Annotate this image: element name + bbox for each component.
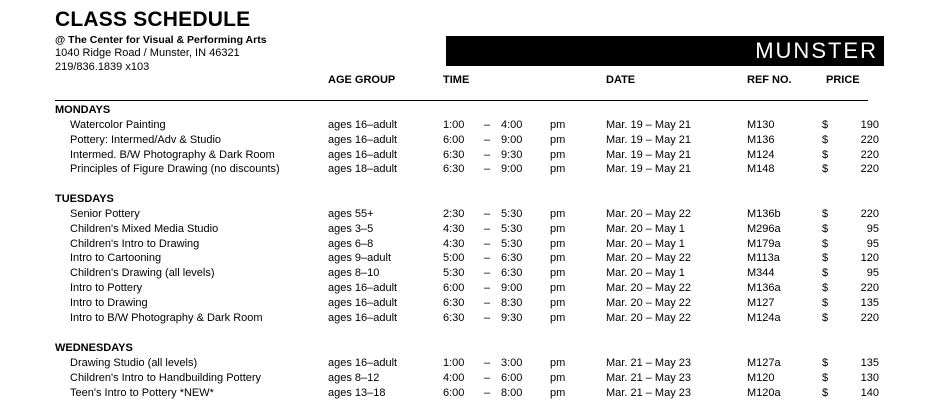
currency-symbol: $: [822, 282, 829, 294]
table-row: [0, 387, 940, 402]
currency-symbol: $: [822, 133, 829, 146]
class-ref-no: M130: [747, 119, 775, 131]
class-age-group: ages 16–adult: [328, 119, 398, 131]
class-end-time: 9:00: [501, 282, 523, 294]
class-name: Intro to Pottery: [70, 282, 143, 294]
currency-symbol: $: [822, 267, 829, 280]
venue-phone: 219/836.1839 x103: [55, 61, 150, 73]
class-name: Senior Pottery: [70, 208, 140, 220]
class-price: 95: [866, 222, 879, 235]
class-name: Children's Intro to Handbuilding Pottery: [70, 371, 262, 384]
class-name: Intermed. B/W Photography & Dark Room: [70, 148, 275, 161]
class-age-group: ages 9–adult: [328, 252, 391, 265]
class-age-group: ages 16–adult: [328, 311, 398, 324]
class-price: 140: [860, 386, 879, 399]
class-name: Principles of Figure Drawing (no discounts): [70, 163, 280, 176]
class-age-group: ages 16–adult: [328, 133, 398, 146]
class-age-group: ages 6–8: [328, 237, 374, 250]
class-age-group: ages 16–adult: [328, 282, 398, 294]
currency-symbol: $: [822, 163, 829, 176]
class-end-time: 3:00: [501, 357, 523, 369]
class-age-group: ages 55+: [328, 208, 374, 220]
currency-symbol: $: [822, 119, 829, 131]
class-price: 220: [860, 208, 879, 220]
currency-symbol: $: [822, 296, 829, 309]
class-date-range: Mar. 21 – May 23: [606, 357, 691, 369]
column-header-time: TIME: [443, 74, 470, 86]
time-separator: –: [484, 386, 491, 399]
class-start-time: 1:00: [443, 357, 465, 369]
currency-symbol: $: [822, 371, 829, 384]
table-row: [0, 208, 940, 223]
class-start-time: 2:30: [443, 208, 465, 220]
table-row: [0, 134, 940, 149]
table-row: [0, 163, 940, 178]
time-separator: –: [484, 267, 491, 280]
page-title: CLASS SCHEDULE: [55, 8, 251, 31]
class-time-period: pm: [550, 296, 566, 309]
class-time-period: pm: [550, 371, 566, 384]
class-age-group: ages 16–adult: [328, 148, 398, 161]
class-time-period: pm: [550, 252, 566, 265]
class-start-time: 1:00: [443, 119, 465, 131]
class-name: Drawing Studio (all levels): [70, 357, 198, 369]
table-row: [0, 267, 940, 282]
day-heading: WEDNESDAYS: [55, 342, 133, 354]
class-time-period: pm: [550, 133, 566, 146]
class-name: Children's Drawing (all levels): [70, 267, 215, 280]
class-time-period: pm: [550, 357, 566, 369]
column-header-age-group: AGE GROUP: [328, 74, 396, 86]
class-price: 220: [860, 163, 879, 176]
class-price: 95: [866, 267, 879, 280]
currency-symbol: $: [822, 357, 829, 369]
class-ref-no: M344: [747, 267, 775, 280]
class-name: Pottery: Intermed/Adv & Studio: [70, 133, 222, 146]
class-ref-no: M124a: [747, 311, 781, 324]
time-separator: –: [484, 133, 491, 146]
class-name: Children's Mixed Media Studio: [70, 222, 219, 235]
class-end-time: 9:00: [501, 133, 523, 146]
class-price: 220: [860, 311, 879, 324]
class-ref-no: M120a: [747, 386, 781, 399]
currency-symbol: $: [822, 237, 829, 250]
class-price: 95: [866, 237, 879, 250]
class-ref-no: M296a: [747, 222, 781, 235]
table-row: [0, 149, 940, 164]
class-date-range: Mar. 20 – May 22: [606, 296, 691, 309]
class-end-time: 9:30: [501, 148, 523, 161]
class-ref-no: M124: [747, 148, 775, 161]
time-separator: –: [484, 282, 491, 294]
table-row: [0, 238, 940, 253]
class-age-group: ages 3–5: [328, 222, 374, 235]
class-date-range: Mar. 19 – May 21: [606, 133, 691, 146]
class-start-time: 6:00: [443, 386, 465, 399]
class-age-group: ages 8–10: [328, 267, 380, 280]
class-date-range: Mar. 19 – May 21: [606, 163, 691, 176]
table-row: [0, 119, 940, 134]
time-separator: –: [484, 163, 491, 176]
currency-symbol: $: [822, 208, 829, 220]
column-header-date: DATE: [606, 74, 636, 86]
currency-symbol: $: [822, 222, 829, 235]
class-end-time: 6:30: [501, 252, 523, 265]
class-time-period: pm: [550, 267, 566, 280]
time-separator: –: [484, 148, 491, 161]
class-name: Children's Intro to Drawing: [70, 237, 200, 250]
table-row: [0, 297, 940, 312]
venue-address: 1040 Ridge Road / Munster, IN 46321: [55, 47, 240, 59]
class-time-period: pm: [550, 237, 566, 250]
class-time-period: pm: [550, 222, 566, 235]
column-header-ref-no: REF NO.: [747, 74, 792, 86]
class-date-range: Mar. 20 – May 1: [606, 267, 685, 280]
class-ref-no: M136: [747, 133, 775, 146]
time-separator: –: [484, 371, 491, 384]
class-ref-no: M127a: [747, 357, 781, 369]
class-time-period: pm: [550, 119, 566, 131]
class-start-time: 5:30: [443, 267, 465, 280]
class-end-time: 9:00: [501, 163, 523, 176]
location-banner-label: MUNSTER: [755, 38, 878, 63]
class-end-time: 6:00: [501, 371, 523, 384]
class-time-period: pm: [550, 148, 566, 161]
class-start-time: 6:30: [443, 163, 465, 176]
class-price: 135: [860, 296, 879, 309]
class-date-range: Mar. 21 – May 23: [606, 371, 691, 384]
currency-symbol: $: [822, 252, 829, 265]
class-start-time: 6:30: [443, 148, 465, 161]
class-date-range: Mar. 19 – May 21: [606, 148, 691, 161]
class-start-time: 5:00: [443, 252, 465, 265]
class-end-time: 6:30: [501, 267, 523, 280]
class-name: Intro to Drawing: [70, 296, 148, 309]
class-date-range: Mar. 21 – May 23: [606, 386, 691, 399]
table-row: [0, 223, 940, 238]
table-row: [0, 252, 940, 267]
class-age-group: ages 16–adult: [328, 357, 398, 369]
class-price: 130: [860, 371, 879, 384]
class-age-group: ages 13–18: [328, 386, 386, 399]
class-name: Teen's Intro to Pottery *NEW*: [70, 386, 214, 399]
class-end-time: 5:30: [501, 222, 523, 235]
class-start-time: 6:30: [443, 296, 465, 309]
class-time-period: pm: [550, 386, 566, 399]
table-row: [0, 357, 940, 372]
time-separator: –: [484, 252, 491, 265]
class-time-period: pm: [550, 163, 566, 176]
time-separator: –: [484, 357, 491, 369]
class-start-time: 6:00: [443, 133, 465, 146]
class-start-time: 4:30: [443, 222, 465, 235]
class-price: 220: [860, 133, 879, 146]
header-divider: [55, 100, 868, 101]
class-date-range: Mar. 20 – May 22: [606, 311, 691, 324]
class-time-period: pm: [550, 208, 566, 220]
class-date-range: Mar. 20 – May 1: [606, 237, 685, 250]
class-price: 220: [860, 282, 879, 294]
venue-name: @ The Center for Visual & Performing Arts: [55, 34, 267, 46]
time-separator: –: [484, 119, 491, 131]
class-ref-no: M113a: [747, 252, 780, 265]
class-ref-no: M120: [747, 371, 775, 384]
class-ref-no: M127: [747, 296, 775, 309]
table-row: [0, 372, 940, 387]
time-separator: –: [484, 237, 491, 250]
class-end-time: 9:30: [501, 311, 523, 324]
class-time-period: pm: [550, 282, 566, 294]
day-heading: MONDAYS: [55, 104, 111, 116]
time-separator: –: [484, 296, 491, 309]
class-ref-no: M179a: [747, 237, 781, 250]
class-name: Intro to Cartooning: [70, 252, 162, 265]
class-price: 135: [860, 357, 879, 369]
column-header-price: PRICE: [826, 74, 860, 86]
class-ref-no: M136a: [747, 282, 781, 294]
class-ref-no: M136b: [747, 208, 781, 220]
class-age-group: ages 16–adult: [328, 296, 398, 309]
class-date-range: Mar. 20 – May 22: [606, 252, 691, 265]
class-price: 220: [860, 148, 879, 161]
class-age-group: ages 8–12: [328, 371, 380, 384]
class-start-time: 4:30: [443, 237, 465, 250]
class-time-period: pm: [550, 311, 566, 324]
class-end-time: 5:30: [501, 208, 523, 220]
table-row: [0, 282, 940, 297]
class-date-range: Mar. 20 – May 1: [606, 222, 685, 235]
location-banner: [446, 36, 884, 66]
class-start-time: 6:30: [443, 311, 465, 324]
class-name: Intro to B/W Photography & Dark Room: [70, 311, 263, 324]
time-separator: –: [484, 208, 491, 220]
time-separator: –: [484, 311, 491, 324]
currency-symbol: $: [822, 386, 829, 399]
class-start-time: 6:00: [443, 282, 465, 294]
class-end-time: 8:30: [501, 296, 523, 309]
class-date-range: Mar. 20 – May 22: [606, 282, 691, 294]
class-end-time: 5:30: [501, 237, 523, 250]
time-separator: –: [484, 222, 491, 235]
class-price: 190: [860, 119, 879, 131]
day-heading: TUESDAYS: [55, 193, 114, 205]
currency-symbol: $: [822, 311, 829, 324]
class-date-range: Mar. 20 – May 22: [606, 208, 691, 220]
class-ref-no: M148: [747, 163, 775, 176]
class-end-time: 8:00: [501, 386, 523, 399]
class-start-time: 4:00: [443, 371, 465, 384]
table-row: [0, 312, 940, 327]
class-date-range: Mar. 19 – May 21: [606, 119, 691, 131]
class-age-group: ages 18–adult: [328, 163, 398, 176]
currency-symbol: $: [822, 148, 829, 161]
class-price: 120: [860, 252, 879, 265]
class-name: Watercolor Painting: [70, 119, 166, 131]
class-end-time: 4:00: [501, 119, 523, 131]
